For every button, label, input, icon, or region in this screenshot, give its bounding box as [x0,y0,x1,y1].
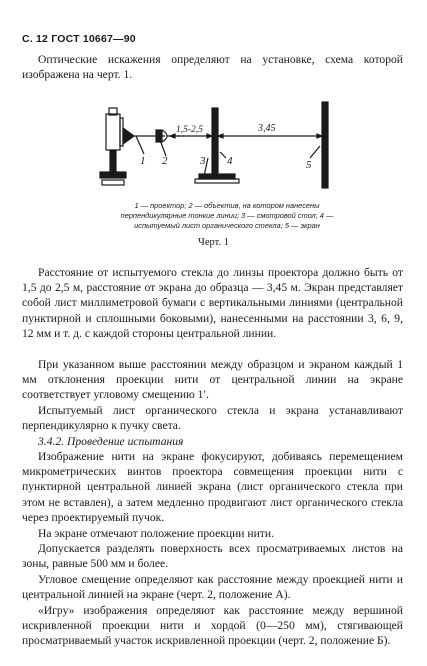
label-3: 3 [200,155,206,167]
paragraph-mark: На экране отмечают положение проекции нити. [38,527,274,540]
projector-body [106,114,120,150]
label-2: 2 [162,155,168,167]
paragraph-distances: Расстояние от испытуемого стекла до линзы проектора должно быть от 1,5 до 2,5 м, расстояние от экрана до образца — 3,45 м. Экран представляет собой лист миллиметровой бумаги с вертикальными линиями (центральной пунктирной и сплошными боковыми), нанесенными на расстоянии 3, 6, 9, 12 мм и т. д. с каждой стороны центральной линии. [22,266,403,340]
label-5: 5 [306,159,312,171]
paragraph-play: «Игру» изображения определяют как расстояние между вершиной искривленной проекции нити и хордой (0—250 мм), стягивающей просматриваемый участок искривленной проекции (черт. 2, положение Б). [22,604,403,648]
figure-caption: 1 — проектор; 2 — объектив, на котором нанесены перпендикулярные тонкие линии; 3 — смотровой стол; 4 — испытуемый лист органического стекла; 5 — экран [120,201,334,230]
intro-paragraph: Оптические искажения определяют на установке, схема которой изображена на черт. 1. [22,53,403,82]
setup-diagram [86,96,358,206]
paragraph-zones: Допускается разделять поверхность всех просматриваемых листов на зоны, равные 500 мм и более. [22,542,403,571]
paragraph-procedure: Изображение нити на экране фокусируют, добиваясь перемещением микрометрических винтов проектора совмещения проекции нити с пунктирной центральной линией экрана (лист органического стекла при этом не вставлен), а затем медленно продвигают лист органического стекла через проектируемый пучок. [22,450,403,524]
dimension-sheet-screen: 3,45 [258,123,276,134]
label-1: 1 [140,155,146,167]
page-header: С. 12 ГОСТ 10667—90 [22,33,136,45]
figure-title: Черт. 1 [198,237,229,248]
paragraph-perpendicular: Испытуемый лист органического стекла и экрана устанавливают перпендикулярно к пучку света. [22,404,403,433]
dimension-lens-sheet: 1,5-2,5 [176,125,203,135]
paragraph-angular: При указанном выше расстоянии между образцом и экраном каждый 1 мм отклонения проекции нити от центральной линии на экране соответствует угловому смещению 1′. [22,358,403,402]
label-4: 4 [227,155,233,167]
section-heading: 3.4.2. Проведение испытания [38,435,184,448]
paragraph-offset: Угловое смещение определяют как расстояние между проекцией нити и центральной линией на экране (черт. 2, положение А). [22,573,403,602]
